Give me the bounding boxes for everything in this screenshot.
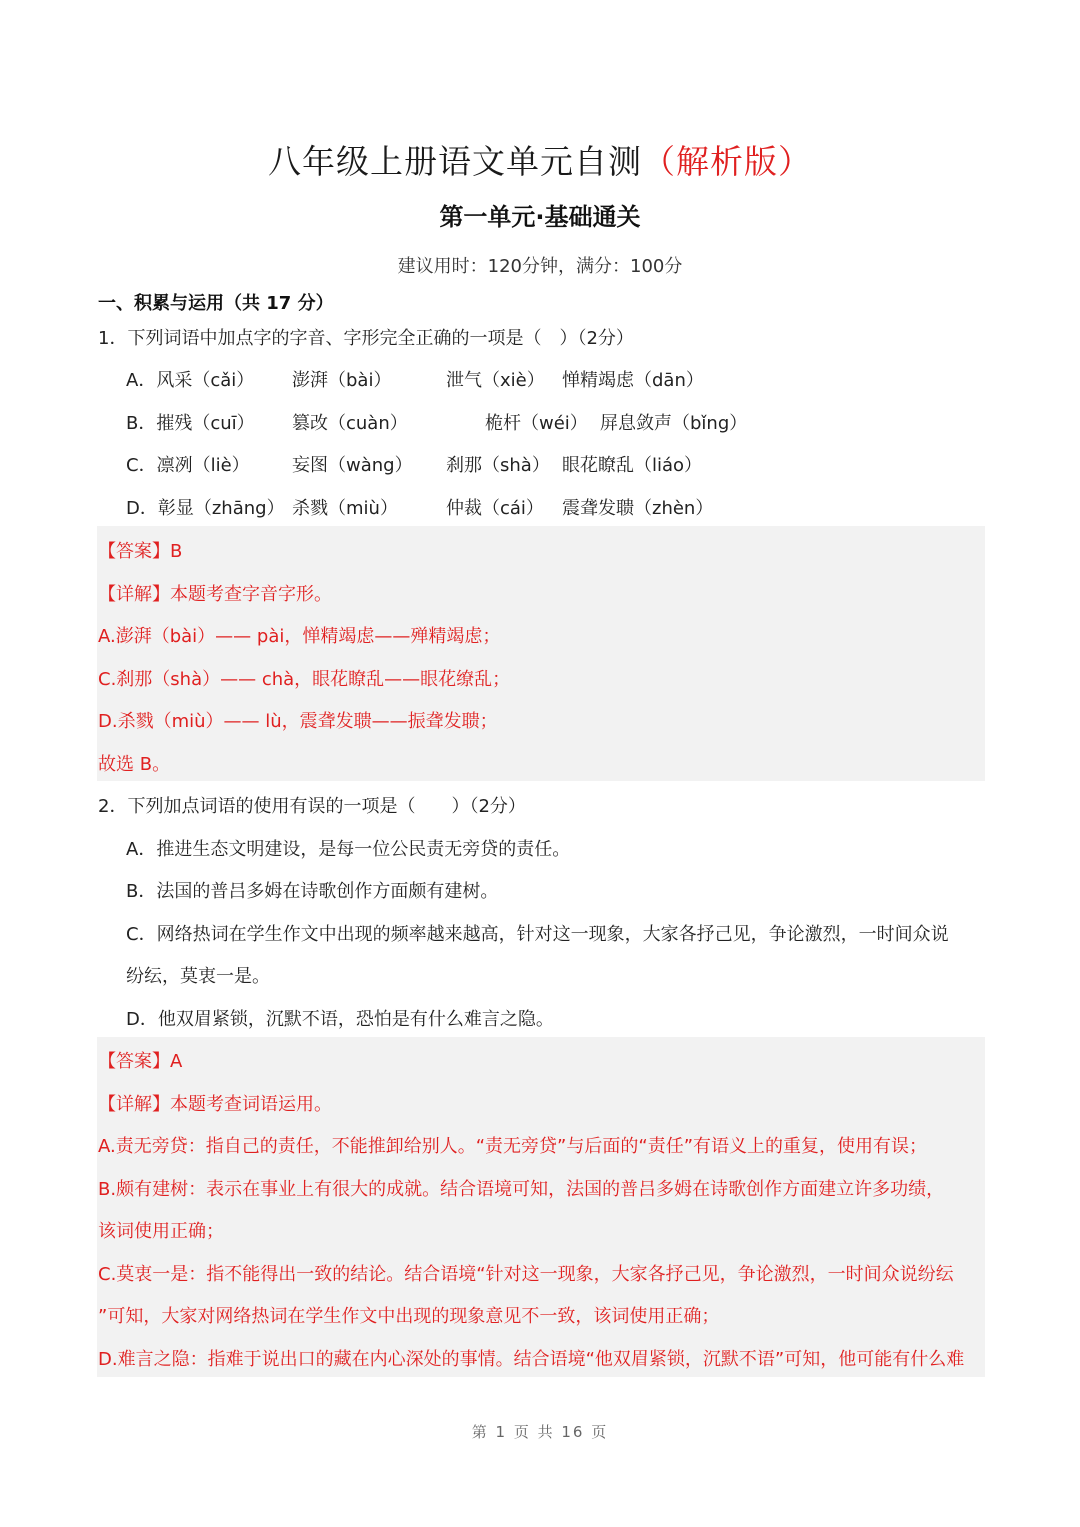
option-cell: D．彰显（zhāng） xyxy=(126,498,285,519)
q2-explain-line: C.莫衷一是：指不能得出一致的结论。结合语境“针对这一现象，大家各抒己见，争论激烈，一时间众说纷纭 xyxy=(98,1264,954,1285)
option-cell: 杀戮（miù） xyxy=(292,498,398,519)
q2-explain-line: D.难言之隐：指难于说出口的藏在内心深处的事情。结合语境“他双眉紧锁，沉默不语”可知，他可能有什么难 xyxy=(98,1349,965,1370)
section-heading: 一、积累与运用（共 17 分） xyxy=(98,293,334,314)
time-info: 建议用时：120分钟，满分：100分 xyxy=(397,256,683,277)
option-cell: 仲裁（cái） xyxy=(446,498,544,519)
title-red-suffix: （解析版） xyxy=(642,142,812,181)
q1-explain-line: D.杀戮（miù）—— lù，震聋发聩——振聋发聩； xyxy=(98,711,498,732)
document-title xyxy=(0,136,1080,183)
q2-explain-line: A.责无旁贷：指自己的责任，不能推卸给别人。“责无旁贷”与后面的“责任”有语义上的重复，使用有误； xyxy=(98,1136,928,1157)
option-cell: C．凛冽（liè） xyxy=(126,455,250,476)
q1-option-d xyxy=(126,494,713,520)
q2-option-c-cont: 纷纭，莫衷一是。 xyxy=(126,966,270,987)
q1-explain-line: A.澎湃（bài）—— pài，惮精竭虑——殚精竭虑； xyxy=(98,626,501,647)
q1-option-b xyxy=(126,409,747,435)
q2-option-c: C．网络热词在学生作文中出现的频率越来越高，针对这一现象，大家各抒己见，争论激烈，一时间众说 xyxy=(126,924,949,945)
document-subtitle: 第一单元·基础通关 xyxy=(439,203,641,231)
q2-explain-line: ”可知，大家对网络热词在学生作文中出现的现象意见不一致，该词使用正确； xyxy=(98,1306,720,1327)
option-cell: 震聋发聩（zhèn） xyxy=(562,498,714,519)
question-1-stem: 1．下列词语中加点字的字音、字形完全正确的一项是（ ）（2分） xyxy=(98,328,634,349)
option-cell: 桅杆（wéi） xyxy=(485,413,588,434)
title-main: 八年级上册语文单元自测 xyxy=(268,142,642,181)
q2-explain-line: 该词使用正确； xyxy=(98,1221,224,1242)
option-cell: 眼花瞭乱（liáo） xyxy=(562,455,703,476)
q1-explain-line: 故选 B。 xyxy=(98,754,171,775)
q1-option-c xyxy=(126,451,702,477)
q1-answer-box xyxy=(97,526,985,781)
q1-option-a xyxy=(126,366,704,392)
option-cell: 澎湃（bài） xyxy=(292,370,392,391)
q2-detail: 【详解】本题考查词语运用。 xyxy=(98,1094,332,1115)
option-cell: 惮精竭虑（dān） xyxy=(562,370,704,391)
page-footer: 第 1 页 共 16 页 xyxy=(471,1423,609,1441)
option-cell: 屏息敛声（bǐng） xyxy=(600,413,748,434)
q2-explain-line: B.颇有建树：表示在事业上有很大的成就。结合语境可知，法国的普吕多姆在诗歌创作方面建立许多功绩， xyxy=(98,1179,945,1200)
q2-option-a: A．推进生态文明建设，是每一位公民责无旁贷的责任。 xyxy=(126,839,571,860)
q2-answer: 【答案】A xyxy=(98,1051,183,1072)
q1-detail: 【详解】本题考查字音字形。 xyxy=(98,584,332,605)
option-cell: B．摧残（cuī） xyxy=(126,413,255,434)
q1-explain-line: C.刹那（shà）—— chà，眼花瞭乱——眼花缭乱； xyxy=(98,669,511,690)
option-cell: 篡改（cuàn） xyxy=(292,413,408,434)
q2-option-b: B．法国的普吕多姆在诗歌创作方面颇有建树。 xyxy=(126,881,499,902)
option-cell: 妄图（wàng） xyxy=(292,455,413,476)
option-cell: 泄气（xiè） xyxy=(446,370,545,391)
option-cell: A．风采（cǎi） xyxy=(126,370,255,391)
question-2-stem: 2．下列加点词语的使用有误的一项是（ ）（2分） xyxy=(98,796,526,817)
option-cell: 刹那（shà） xyxy=(446,455,550,476)
q1-answer: 【答案】B xyxy=(98,541,183,562)
q2-option-d: D．他双眉紧锁，沉默不语，恐怕是有什么难言之隐。 xyxy=(126,1009,554,1030)
